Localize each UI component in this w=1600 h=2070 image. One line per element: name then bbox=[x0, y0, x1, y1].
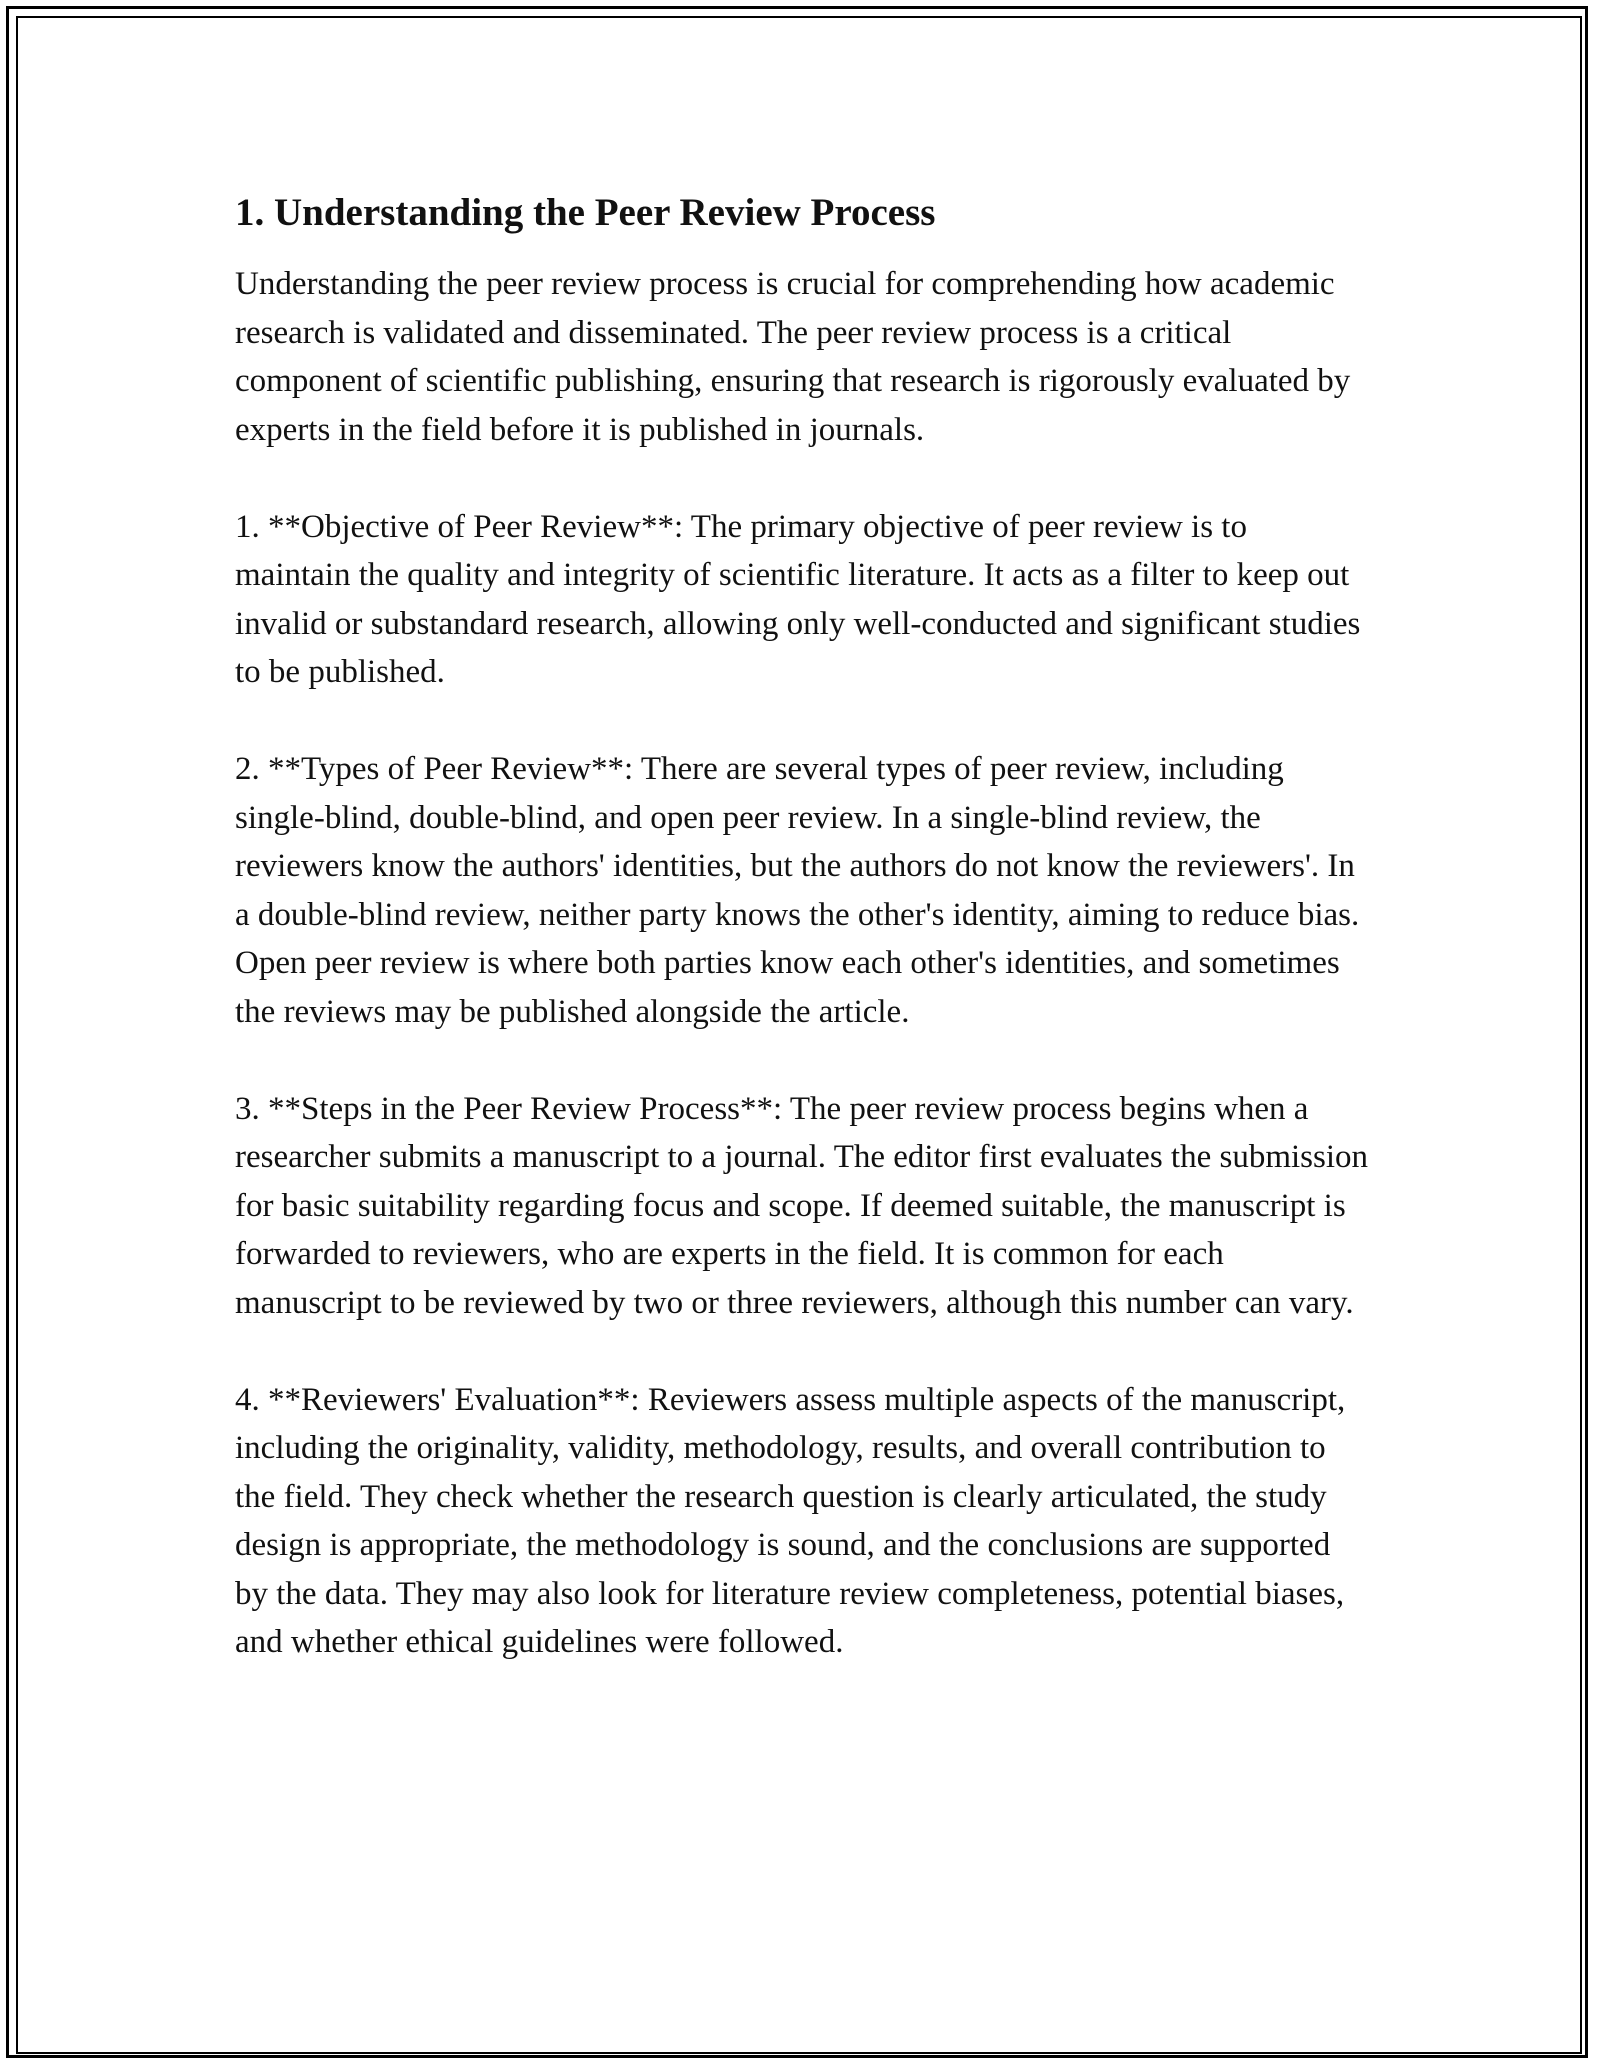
intro-paragraph: Understanding the peer review process is crucial for comprehending how academic research is validated and disseminated. The peer review process is a critical component of scientific publishing, ensuring that research is rigorously evaluated by experts in the field before it is published in journals. bbox=[235, 266, 1351, 448]
document-body bbox=[235, 186, 1370, 1715]
paragraph-evaluation: 4. **Reviewers' Evaluation**: Reviewers assess multiple aspects of the manuscript, including the originality, validity, methodology, results, and overall contribution to the field. They check whether the research question is clearly articulated, the study design is appropriate, the methodology is sound, and the conclusions are supported by the data. They may also look for literature review completeness, potential biases, and whether ethical guidelines were followed. bbox=[235, 1381, 1346, 1660]
paragraph-steps: 3. **Steps in the Peer Review Process**: The peer review process begins when a researcher submits a manuscript to a journal. The editor first evaluates the submission for basic suitability regarding focus and scope. If deemed suitable, the manuscript is forwarded to reviewers, who are experts in the field. It is common for each manuscript to be reviewed by two or three reviewers, although this number can vary. bbox=[235, 1090, 1369, 1321]
section-heading: 1. Understanding the Peer Review Process bbox=[235, 191, 936, 234]
paragraph-types: 2. **Types of Peer Review**: There are several types of peer review, including single-blind, double-blind, and open peer review. In a single-blind review, the reviewers know the authors' identities, but the authors do not know the reviewers'. In a double-blind review, neither party knows the other's identity, aiming to reduce bias. Open peer review is where both parties know each other's identities, and sometimes the reviews may be published alongside the article. bbox=[235, 751, 1360, 1030]
paragraph-objective: 1. **Objective of Peer Review**: The primary objective of peer review is to maintain the quality and integrity of scientific literature. It acts as a filter to keep out invalid or substandard research, allowing only well-conducted and significant studies to be published. bbox=[235, 508, 1361, 690]
